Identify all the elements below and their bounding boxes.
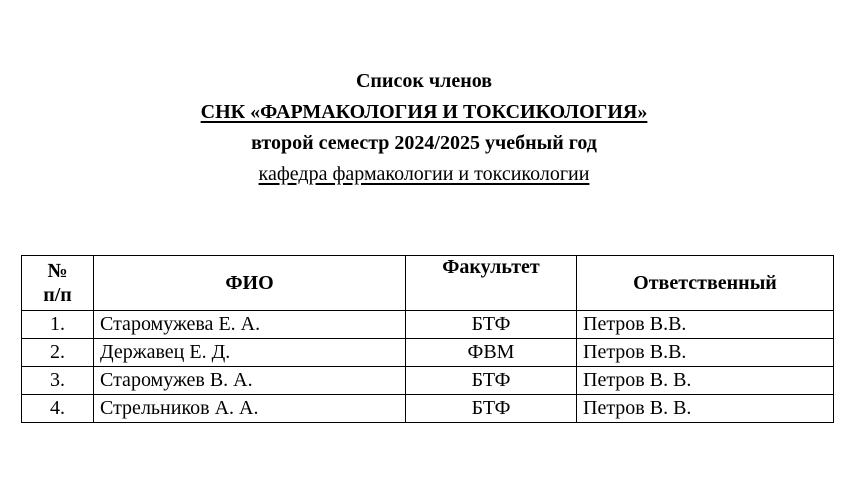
member-responsible: Петров В.В. <box>577 311 834 339</box>
row-number: 3. <box>22 367 94 395</box>
member-responsible: Петров В. В. <box>577 395 834 423</box>
department-line: кафедра фармакологии и токсикологии <box>258 163 590 185</box>
row-number: 1. <box>22 311 94 339</box>
member-faculty: БТФ <box>406 311 577 339</box>
table-header-row <box>22 256 834 311</box>
member-responsible: Петров В.В. <box>577 339 834 367</box>
member-name: Стрельников А. А. <box>94 395 406 423</box>
column-header-number <box>22 256 94 311</box>
list-title: Список членов <box>355 70 493 92</box>
column-header-responsible: Ответственный <box>577 256 834 311</box>
table-row <box>22 339 834 367</box>
column-header-number-abbr: п/п <box>43 284 72 306</box>
table-row <box>22 311 834 339</box>
semester-line: второй семестр 2024/2025 учебный год <box>251 132 597 154</box>
member-faculty: БТФ <box>406 395 577 423</box>
column-header-fio: ФИО <box>94 256 406 311</box>
member-responsible: Петров В. В. <box>577 367 834 395</box>
column-header-faculty: Факультет <box>406 256 577 311</box>
column-header-number-sign: № <box>47 260 68 282</box>
member-faculty: ФВМ <box>406 339 577 367</box>
member-name: Старомужев В. А. <box>94 367 406 395</box>
row-number: 4. <box>22 395 94 423</box>
table-row <box>22 367 834 395</box>
members-table <box>21 255 834 423</box>
document-header <box>0 66 848 190</box>
row-number: 2. <box>22 339 94 367</box>
member-name: Державец Е. Д. <box>94 339 406 367</box>
table-row <box>22 395 834 423</box>
member-name: Старомужева Е. А. <box>94 311 406 339</box>
member-faculty: БТФ <box>406 367 577 395</box>
club-name: СНК «ФАРМАКОЛОГИЯ И ТОКСИКОЛОГИЯ» <box>200 101 648 123</box>
